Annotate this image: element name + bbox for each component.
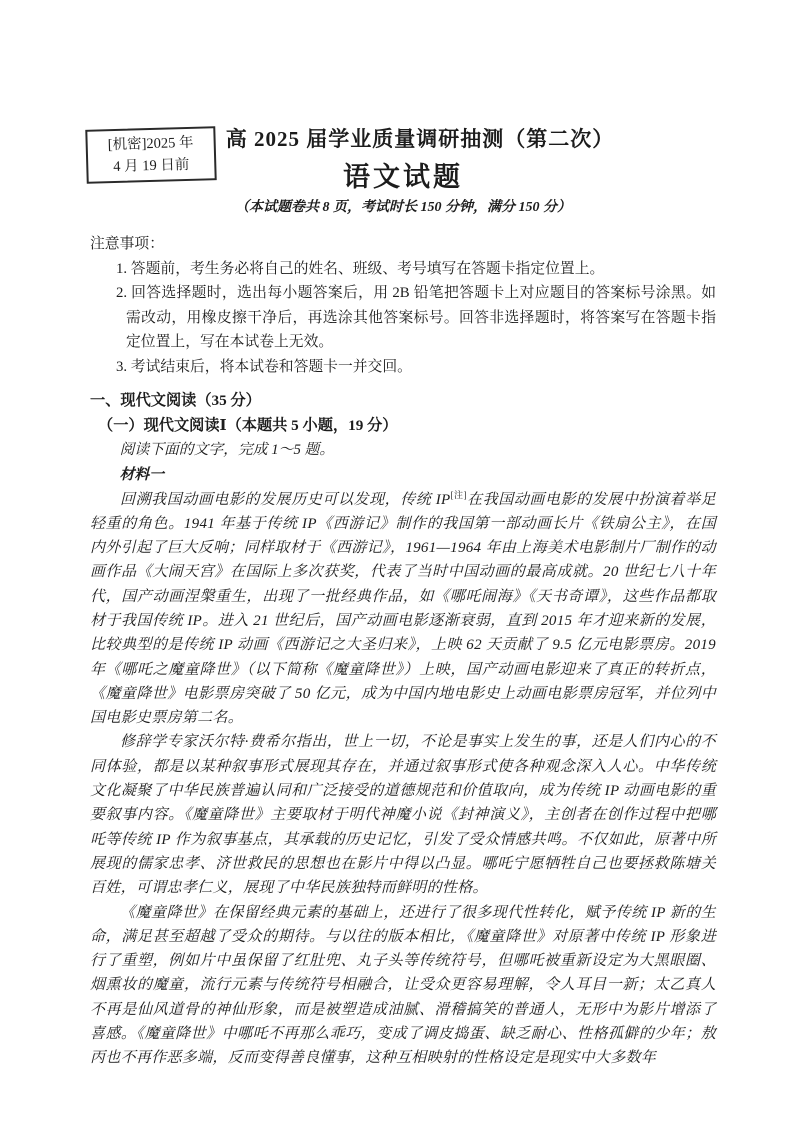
modern-reading-section <box>90 388 716 1071</box>
notice-item-3: 3. 考试结束后，将本试卷和答题卡一并交回。 <box>116 358 412 375</box>
notice-heading: 注意事项： <box>90 236 164 252</box>
stamp-line-2: 4 月 19 日前 <box>113 156 190 176</box>
material-one-label: 材料一 <box>119 467 164 483</box>
material-paragraph-3: 《魔童降世》在保留经典元素的基础上，还进行了很多现代性转化，赋予传统 IP 新的生命，满足甚至超越了受众的期待。与以往的版本相比，《魔童降世》对原著中传统 IP 形象进行了重塑，例如片中虽保留了红肚兜、丸子头等传统符号，但哪吒被重新设定为大黑眼圈、烟熏妆的魔童，流行元素与传统符号相融合，让受众更容易理解，令人耳目一新；太乙真人不再是仙风道骨的神仙形象，而是被塑造成油腻、滑稽搞笑的普通人，无形中为影片增添了喜感。《魔童降世》中哪吒不再那么乖巧，变成了调皮捣蛋、缺乏耐心、性格孤僻的少年；敖丙也不再作恶多端，反而变得善良懂事，这种互相映射的性格设定是现实中大多数年 <box>90 904 716 1067</box>
stamp-line-1: [机密]2025 年 <box>107 134 194 154</box>
part-one-heading: 一、现代文阅读（35 分） <box>90 392 261 409</box>
notice-item-1: 1. 答题前，考生务必将自己的姓名、班级、考号填写在答题卡指定位置上。 <box>116 260 605 277</box>
exam-meta-line: （本试题卷共 8 页，考试时长 150 分钟，满分 150 分） <box>235 200 571 215</box>
exam-title: 高 2025 届学业质量调研抽测（第二次） <box>225 127 615 151</box>
confidential-stamp-box <box>85 126 216 184</box>
notice-item-2: 2. 回答选择题时，选出每小题答案后，用 2B 铅笔把答题卡上对应题目的答案标号涂黑。如需改动，用橡皮擦干净后，再选涂其他答案标号。回答非选择题时，将答案写在答题卡指定位置上，写在本试卷上无效。 <box>116 285 716 350</box>
reading-instruction: 阅读下面的文字，完成 1～5 题。 <box>119 442 335 458</box>
paragraph-1-text-post: 在我国动画电影的发展中扮演着举足轻重的角色。1941 年基于传统 IP《西游记》制作的我国第一部动画长片《铁扇公主》，在国内外引起了巨大反响；同样取材于《西游记》，1961—1964 年由上海美术电影制片厂制作的动画作品《大闹天宫》在国际上多次获奖，代表了当时中国动画的最高成就。20 世纪七八十年代，国产动画涅槃重生，出现了一批经典作品，如《哪吒闹海》《天书奇谭》，这些作品都取材于我国传统 IP。进入 21 世纪后，国产动画电影逐渐衰弱，直到 2015 年才迎来新的发展，比较典型的是传统 IP 动画《西游记之大圣归来》，上映 62 天贡献了 9.5 亿元电影票房。2019 年《哪吒之魔童降世》（以下简称《魔童降世》）上映，国产动画电影迎来了真正的转折点，《魔童降世》电影票房突破了 50 亿元，成为中国内地电影史上动画电影票房冠军，并位列中国电影史票房第二名。 <box>90 491 716 727</box>
material-paragraph-2: 修辞学专家沃尔特·费希尔指出，世上一切，不论是事实上发生的事，还是人们内心的不同体验，都是以某种叙事形式展现其存在，并通过叙事形式使各种观念深入人心。中华传统文化凝聚了中华民族普遍认同和广泛接受的道德规范和价值取向，成为传统 IP 动画电影的重要叙事内容。《魔童降世》主要取材于明代神魔小说《封神演义》，主创者在创作过程中把哪吒等传统 IP 作为叙事基点，其承载的历史记忆，引发了受众情感共鸣。不仅如此，原著中所展现的儒家忠孝、济世救民的思想也在影片中得以凸显。哪吒宁愿牺牲自己也要拯救陈塘关百姓，可谓忠孝仁义，展现了中华民族独特而鲜明的性格。 <box>90 734 716 897</box>
footnote-marker: [注] <box>450 489 467 500</box>
paragraph-1-text-pre: 回溯我国动画电影的发展历史可以发现，传统 IP <box>120 491 451 508</box>
part-one-sub-heading: （一）现代文阅读Ⅰ（本题共 5 小题，19 分） <box>98 417 398 434</box>
notice-section <box>90 232 716 379</box>
material-paragraph-1 <box>90 488 716 731</box>
subject-title: 语文试题 <box>343 162 463 192</box>
